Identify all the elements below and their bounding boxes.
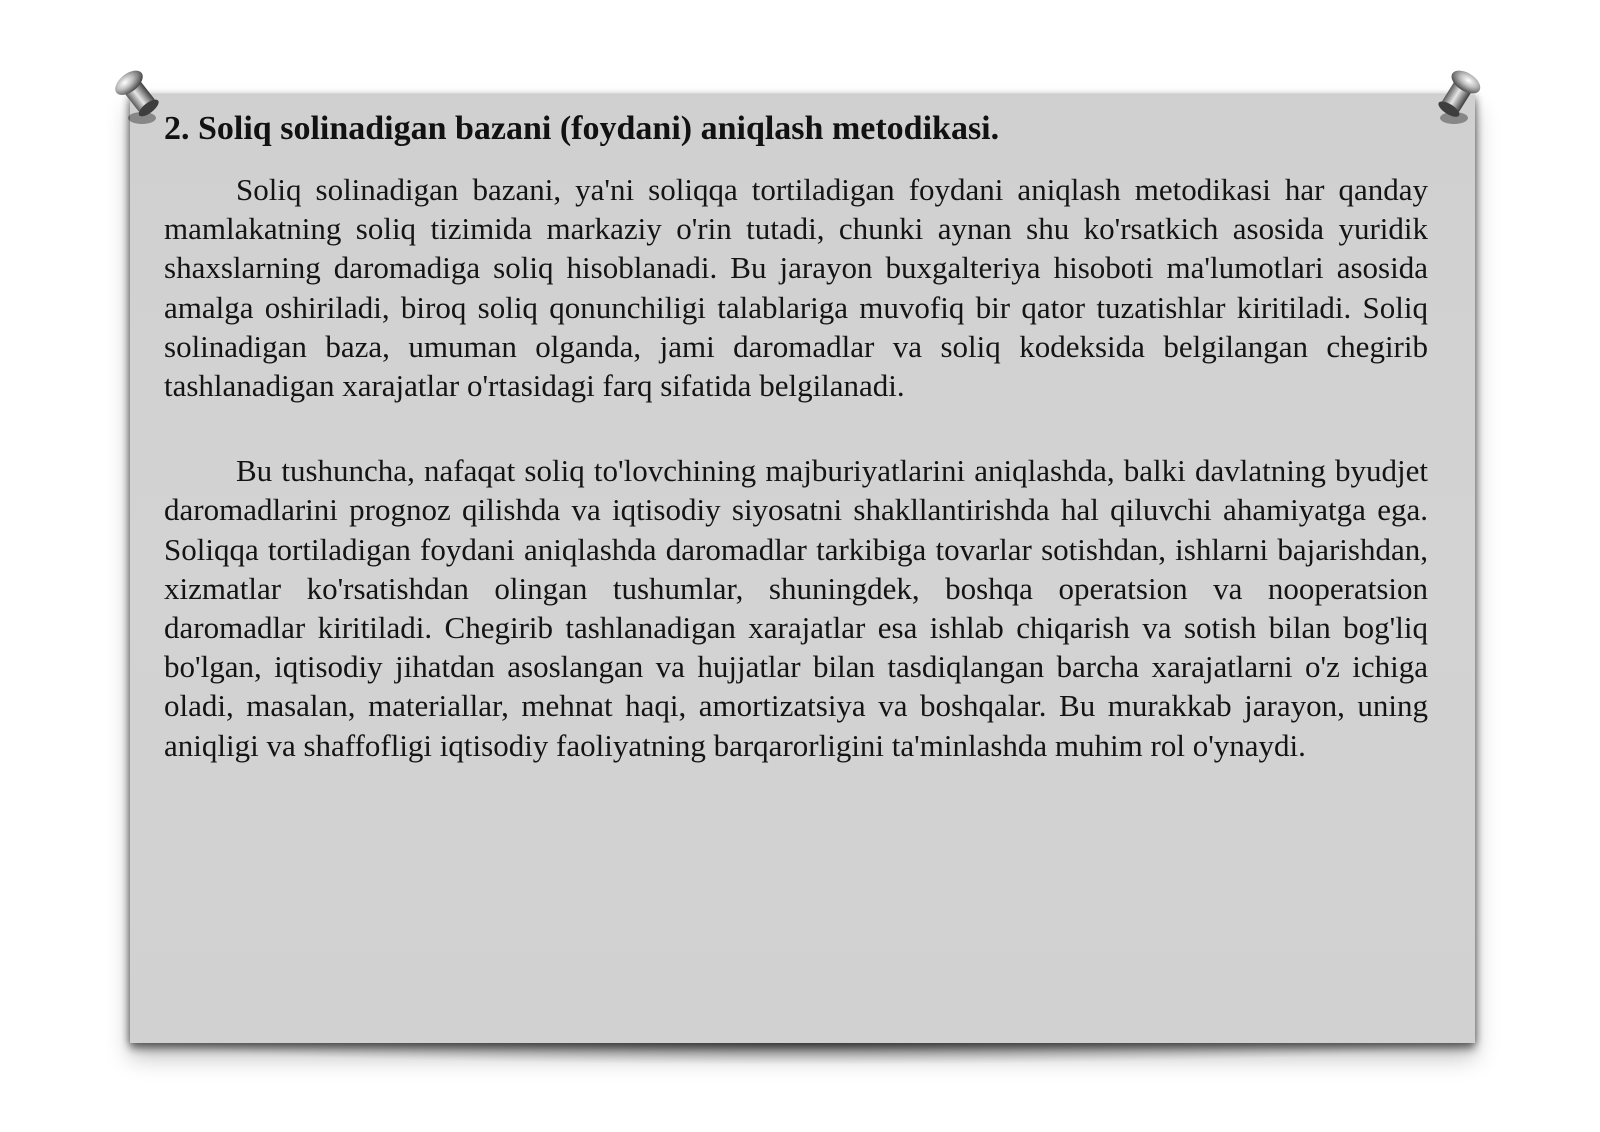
paragraph: Soliq solinadigan bazani, ya'ni soliqqa tortiladigan foydani aniqlash metodikasi har qanday mamlakatning soliq tizimida markaziy o'rin tutadi, chunki aynan shu ko'rsatkich asosida yuridik shaxslarning daromadiga soliq hisoblanadi. Bu jarayon buxgalteriya hisoboti ma'lumotlari asosida amalga oshiriladi, biroq soliq qonunchiligi talablariga muvofiq bir qator tuzatishlar kiritiladi. Soliq solinadigan baza, umuman olganda, jami daromadlar va soliq kodeksida belgilangan chegirib tashlanadigan xarajatlar o'rtasidagi farq sifatida belgilanadi. — [164, 172, 1428, 404]
slide-content — [164, 104, 1428, 765]
push-pin-icon — [1432, 60, 1486, 126]
push-pin-icon — [110, 60, 164, 126]
paragraph: Bu tushuncha, nafaqat soliq to'lovchining majburiyatlarini aniqlashda, balki davlatning byudjet daromadlarini prognoz qilishda va iqtisodiy siyosatni shakllantirishda hal qiluvchi ahamiyatga ega. Soliqqa tortiladigan foydani aniqlashda daromadlar tarkibiga tovarlar sotishdan, ishlarni bajarishdan, xizmatlar ko'rsatishdan olingan tushumlar, shuningdek, boshqa operatsion va nooperatsion daromadlar kiritiladi. Chegirib tashlanadigan xarajatlar esa ishlab chiqarish va sotish bilan bog'liq bo'lgan, iqtisodiy jihatdan asoslangan va hujjatlar bilan tasdiqlangan barcha xarajatlarni o'z ichiga oladi, masalan, materiallar, mehnat haqi, amortizatsiya va boshqalar. Bu murakkab jarayon, uning aniqligi va shaffofligi iqtisodiy faoliyatning barqarorligini ta'minlashda muhim rol o'ynaydi. — [164, 453, 1428, 763]
slide-title: 2. Soliq solinadigan bazani (foydani) aniqlash metodikasi. — [164, 110, 1000, 147]
